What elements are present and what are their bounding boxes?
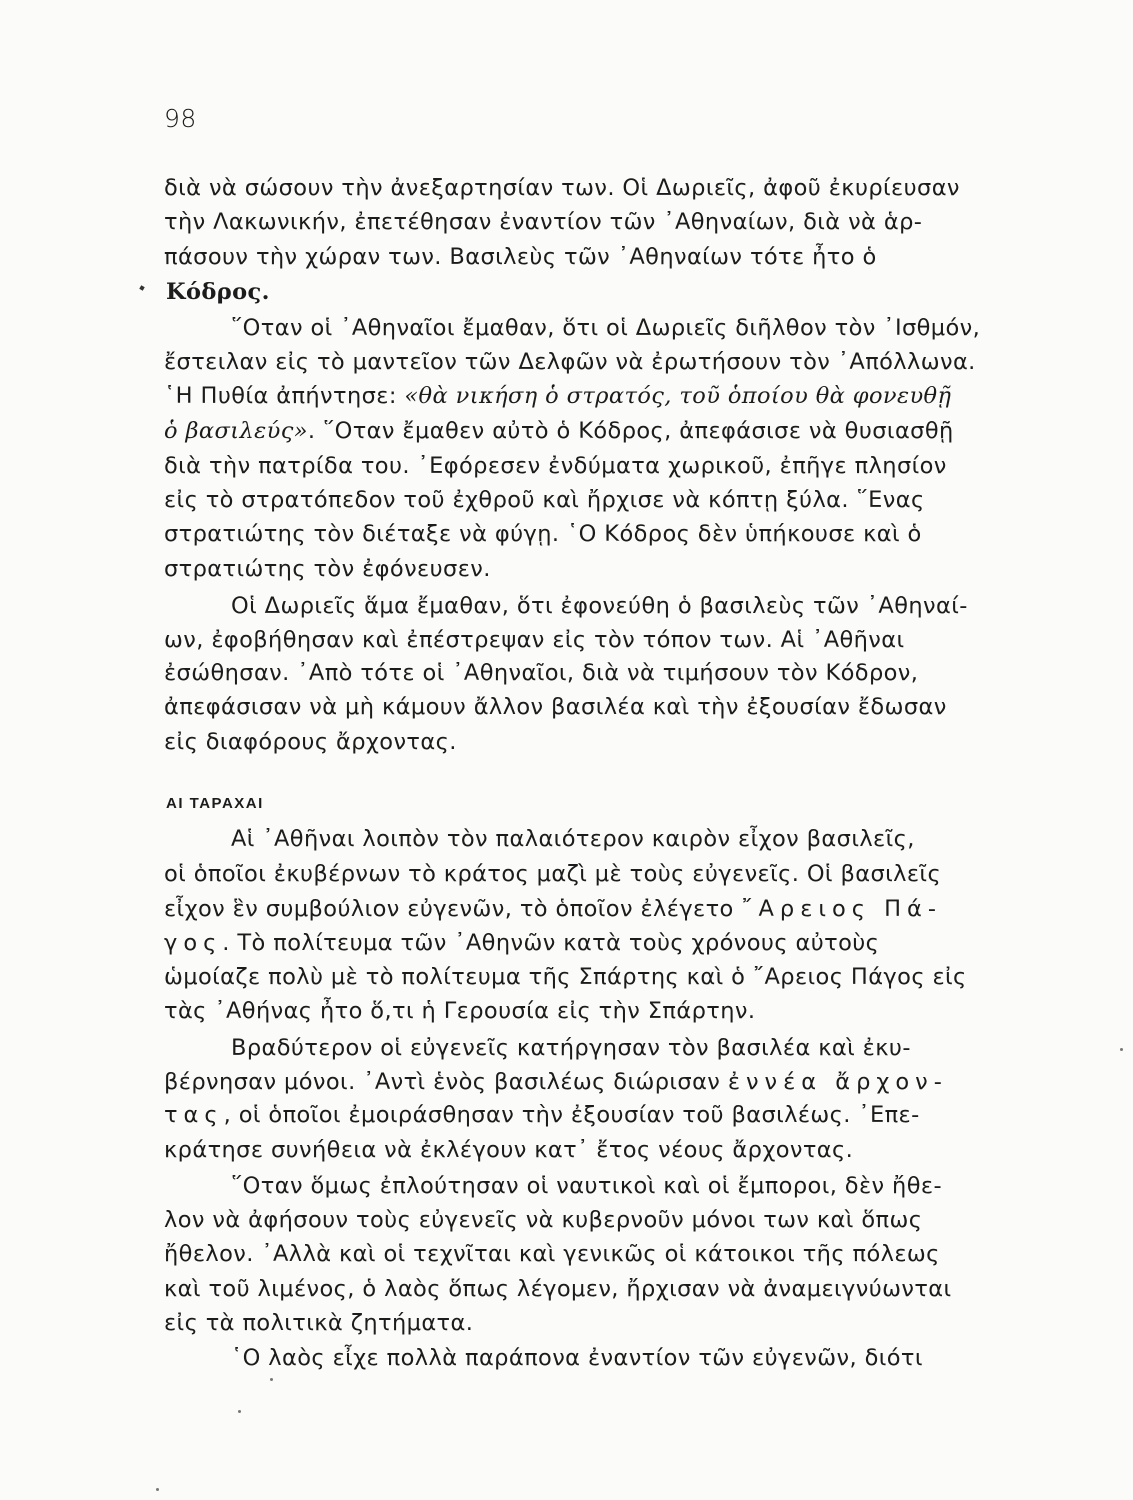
text-line: διὰ νὰ σώσουν τὴν ἀνεξαρτησίαν των. Οἱ Δωριεῖς, ἀφοῦ ἐκυρίευσαν	[164, 175, 960, 201]
text-line: ῞Οταν ὅμως ἐπλούτησαν οἱ ναυτικοὶ καὶ οἱ ἔμποροι, δὲν ἤθε-	[231, 1173, 942, 1199]
text-line: Αἱ ᾿Αθῆναι λοιπὸν τὸν παλαιότερον καιρὸν εἶχον βασιλεῖς,	[231, 826, 915, 852]
text-line: Βραδύτερον οἱ εὐγενεῖς κατήργησαν τὸν βασιλέα καὶ ἐκυ-	[231, 1035, 911, 1061]
text-line: διὰ τὴν πατρίδα του. ᾿Εφόρεσεν ἐνδύματα χωρικοῦ, ἐπῆγε πλησίον	[164, 453, 947, 479]
scan-speck	[238, 1410, 241, 1413]
text-line: ἤθελον. ᾿Αλλὰ καὶ οἱ τεχνῖται καὶ γενικῶς οἱ κάτοικοι τῆς πόλεως	[164, 1241, 940, 1267]
text-line: στρατιώτης τὸν διέταξε νὰ φύγῃ. ῾Ο Κόδρος δὲν ὑπήκουσε καὶ ὁ	[164, 521, 922, 547]
text-line: ἔστειλαν εἰς τὸ μαντεῖον τῶν Δελφῶν νὰ ἐρωτήσουν τὸν ᾿Απόλλωνα.	[164, 349, 976, 375]
text-line: κράτησε συνήθεια νὰ ἐκλέγουν κατ᾿ ἔτος νέους ἄρχοντας.	[164, 1137, 854, 1163]
oracle-quote: «θὰ νικήση ὁ στρατός, τοῦ ὁποίου θὰ φονευθῇ	[404, 383, 952, 409]
spaced-term: ῎Αρειος Πά-	[741, 896, 942, 922]
text-line: βέρνησαν μόνοι. ᾿Αντὶ ἑνὸς βασιλέως διώρισαν ἐννέα ἄρχον-	[164, 1069, 948, 1095]
text-line: λον νὰ ἀφήσουν τοὺς εὐγενεῖς νὰ κυβερνοῦν μόνοι των καὶ ὅπως	[164, 1207, 923, 1233]
text-line: πάσουν τὴν χώραν των. Βασιλεὺς τῶν ᾿Αθηναίων τότε ἦτο ὁ	[164, 244, 877, 270]
spaced-term: τας	[164, 1102, 224, 1128]
text-line: τας, οἱ ὁποῖοι ἐμοιράσθησαν τὴν ἐξουσίαν τοῦ βασιλέως. ᾿Επε-	[164, 1102, 920, 1128]
page-number: 98	[164, 104, 197, 133]
text-line: τὰς ᾿Αθήνας ἦτο ὅ,τι ἡ Γερουσία εἰς τὴν Σπάρτην.	[164, 998, 756, 1024]
spaced-term: ἐννέα ἄρχον-	[727, 1069, 948, 1095]
text-line-bold: Κόδρος.	[166, 279, 270, 305]
scan-speck	[1120, 1048, 1123, 1051]
text-line: ῾Η Πυθία ἀπήντησε: «θὰ νικήση ὁ στρατός, τοῦ ὁποίου θὰ φονευθῇ	[164, 383, 952, 409]
text-line: γος. Τὸ πολίτευμα τῶν ᾿Αθηνῶν κατὰ τοὺς χρόνους αὐτοὺς	[164, 930, 880, 956]
section-heading: ΑΙ ΤΑΡΑΧΑΙ	[166, 795, 264, 812]
text-line: εἶχον ἓν συμβούλιον εὐγενῶν, τὸ ὁποῖον ἐλέγετο ῎Αρειος Πά-	[164, 896, 942, 922]
text-line: ὡμοίαζε πολὺ μὲ τὸ πολίτευμα τῆς Σπάρτης καὶ ὁ ῎Αρειος Πάγος εἰς	[164, 964, 967, 990]
scan-speck	[156, 1488, 159, 1491]
scan-speck	[270, 1378, 273, 1381]
text-line: στρατιώτης τὸν ἐφόνευσεν.	[164, 556, 491, 582]
text-line: εἰς τὸ στρατόπεδον τοῦ ἐχθροῦ καὶ ἤρχισε νὰ κόπτῃ ξύλα. ῞Ενας	[164, 487, 925, 513]
text-line: εἰς τὰ πολιτικὰ ζητήματα.	[164, 1310, 474, 1336]
text-line: οἱ ὁποῖοι ἐκυβέρνων τὸ κράτος μαζὶ μὲ τοὺς εὐγενεῖς. Οἱ βασιλεῖς	[164, 861, 942, 887]
text-line: τὴν Λακωνικήν, ἐπετέθησαν ἐναντίον τῶν ᾿Αθηναίων, διὰ νὰ ἁρ-	[164, 209, 923, 235]
text-line: ἐσώθησαν. ᾿Απὸ τότε οἱ ᾿Αθηναῖοι, διὰ νὰ τιμήσουν τὸν Κόδρον,	[164, 660, 919, 686]
text-line: Οἱ Δωριεῖς ἅμα ἔμαθαν, ὅτι ἐφονεύθη ὁ βασιλεὺς τῶν ᾿Αθηναί-	[231, 593, 968, 619]
oracle-quote: ὁ βασιλεύς»	[164, 418, 308, 444]
text-line: καὶ τοῦ λιμένος, ὁ λαὸς ὅπως λέγομεν, ἤρχισαν νὰ ἀναμειγνύωνται	[164, 1276, 952, 1302]
text-line: εἰς διαφόρους ἄρχοντας.	[164, 729, 457, 755]
text-line: ων, ἐφοβήθησαν καὶ ἐπέστρεψαν εἰς τὸν τόπον των. Αἱ ᾿Αθῆναι	[164, 627, 905, 653]
text-line: ἀπεφάσισαν νὰ μὴ κάμουν ἄλλον βασιλέα καὶ τὴν ἐξουσίαν ἔδωσαν	[164, 694, 947, 720]
spaced-term: γος	[164, 930, 223, 956]
text-line: ῾Ο λαὸς εἶχε πολλὰ παράπονα ἐναντίον τῶν εὐγενῶν, διότι	[231, 1345, 923, 1371]
text-line: ῞Οταν οἱ ᾿Αθηναῖοι ἔμαθαν, ὅτι οἱ Δωριεῖς διῆλθον τὸν ᾿Ισθμόν,	[231, 315, 981, 341]
margin-mark	[139, 285, 144, 290]
text-line: ὁ βασιλεύς». ῞Οταν ἔμαθεν αὐτὸ ὁ Κόδρος, ἀπεφάσισε νὰ θυσιασθῇ	[164, 418, 954, 444]
